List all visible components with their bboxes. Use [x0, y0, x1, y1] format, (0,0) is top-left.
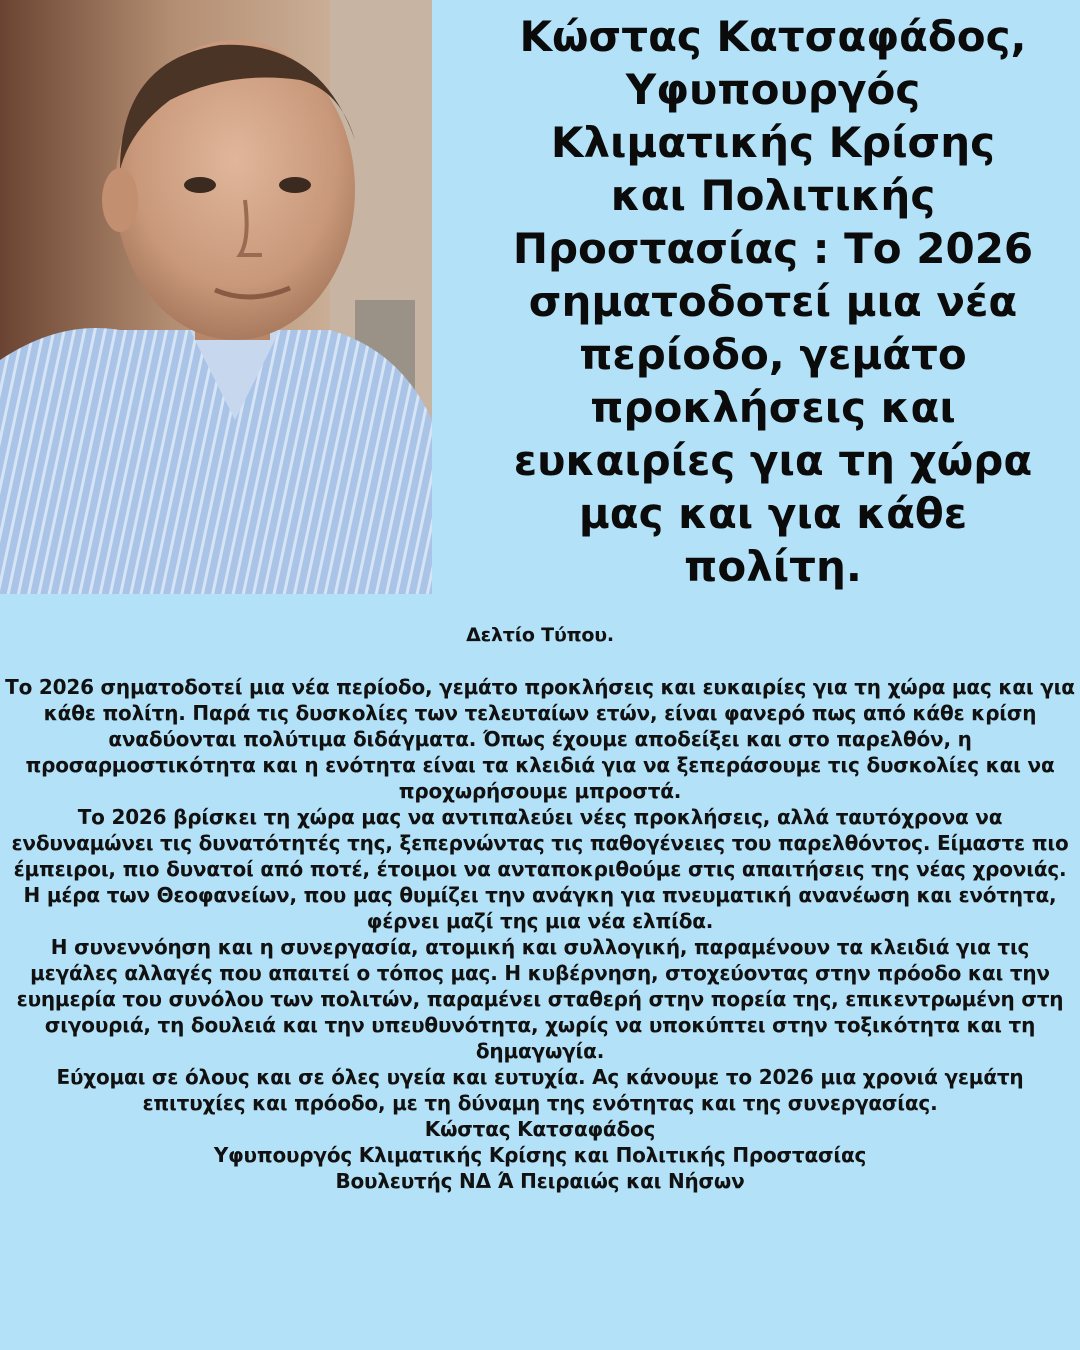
signature-role: Υφυπουργός Κλιματικής Κρίσης και Πολιτικής Προστασίας [213, 1143, 867, 1167]
press-release-label: Δελτίο Τύπου. [466, 624, 614, 646]
headline-line: προκλήσεις και [590, 383, 956, 432]
press-release [4, 622, 1076, 1194]
release-paragraph: Το 2026 βρίσκει τη χώρα μας να αντιπαλεύει νέες προκλήσεις, αλλά ταυτόχρονα να ενδυναμώνει τις δυνατότητές της, ξεπερνώντας τις παθογένειες του παρελθόντος. Είμαστε πιο έμπειροι, πιο δυνατοί από ποτέ, έτοιμοι να ανταποκριθούμε στις απαιτήσεις της νέας χρονιάς. Η μέρα των Θεοφανείων, που μας θυμίζει την ανάγκη για πνευματική ανανέωση και ενότητα, φέρνει μαζί της μια νέα ελπίδα. [11, 805, 1069, 933]
release-paragraph: Το 2026 σηματοδοτεί μια νέα περίοδο, γεμάτο προκλήσεις και ευκαιρίες για τη χώρα μας και για κάθε πολίτη. Παρά τις δυσκολίες των τελευταίων ετών, είναι φανερό πως από κάθε κρίση αναδύονται πολύτιμα διδάγματα. Όπως έχουμε αποδείξει και στο παρελθόν, η προσαρμοστικότητα και η ενότητα είναι τα κλειδιά για να ξεπεράσουμε τις δυσκολίες και να προχωρήσουμε μπροστά. [5, 675, 1075, 803]
portrait-photo [0, 0, 432, 594]
headline [470, 10, 1076, 593]
portrait-illustration [0, 0, 432, 594]
headline-line: πολίτη. [684, 542, 862, 591]
headline-line: και Πολιτικής [610, 171, 936, 220]
headline-line: περίοδο, γεμάτο [579, 330, 967, 379]
headline-line: Κώστας Κατσαφάδος, [519, 12, 1027, 61]
headline-line: Υφυπουργός [625, 65, 921, 114]
headline-line: ευκαιρίες για τη χώρα [513, 436, 1033, 485]
headline-line: σηματοδοτεί μια νέα [528, 277, 1018, 326]
headline-line: Κλιματικής Κρίσης [550, 118, 996, 167]
headline-line: μας και για κάθε [578, 489, 968, 538]
signature-office: Βουλευτής ΝΔ Ά Πειραιώς και Νήσων [335, 1169, 745, 1193]
headline-line: Προστασίας : Το 2026 [512, 224, 1034, 273]
signature-name: Κώστας Κατσαφάδος [424, 1117, 656, 1141]
release-paragraph: Η συνεννόηση και η συνεργασία, ατομική και συλλογική, παραμένουν τα κλειδιά για τις μεγάλες αλλαγές που απαιτεί ο τόπος μας. Η κυβέρνηση, στοχεύοντας στην πρόοδο και την ευημερία του συνόλου των πολιτών, παραμένει σταθερή στην πορεία της, επικεντρωμένη στη σιγουριά, τη δουλειά και την υπευθυνότητα, χωρίς να υποκύπτει στην τοξικότητα και τη δημαγωγία. [16, 935, 1064, 1063]
release-paragraph: Εύχομαι σε όλους και σε όλες υγεία και ευτυχία. Ας κάνουμε το 2026 μια χρονιά γεμάτη επιτυχίες και πρόοδο, με τη δύναμη της ενότητας και της συνεργασίας. [56, 1065, 1024, 1115]
